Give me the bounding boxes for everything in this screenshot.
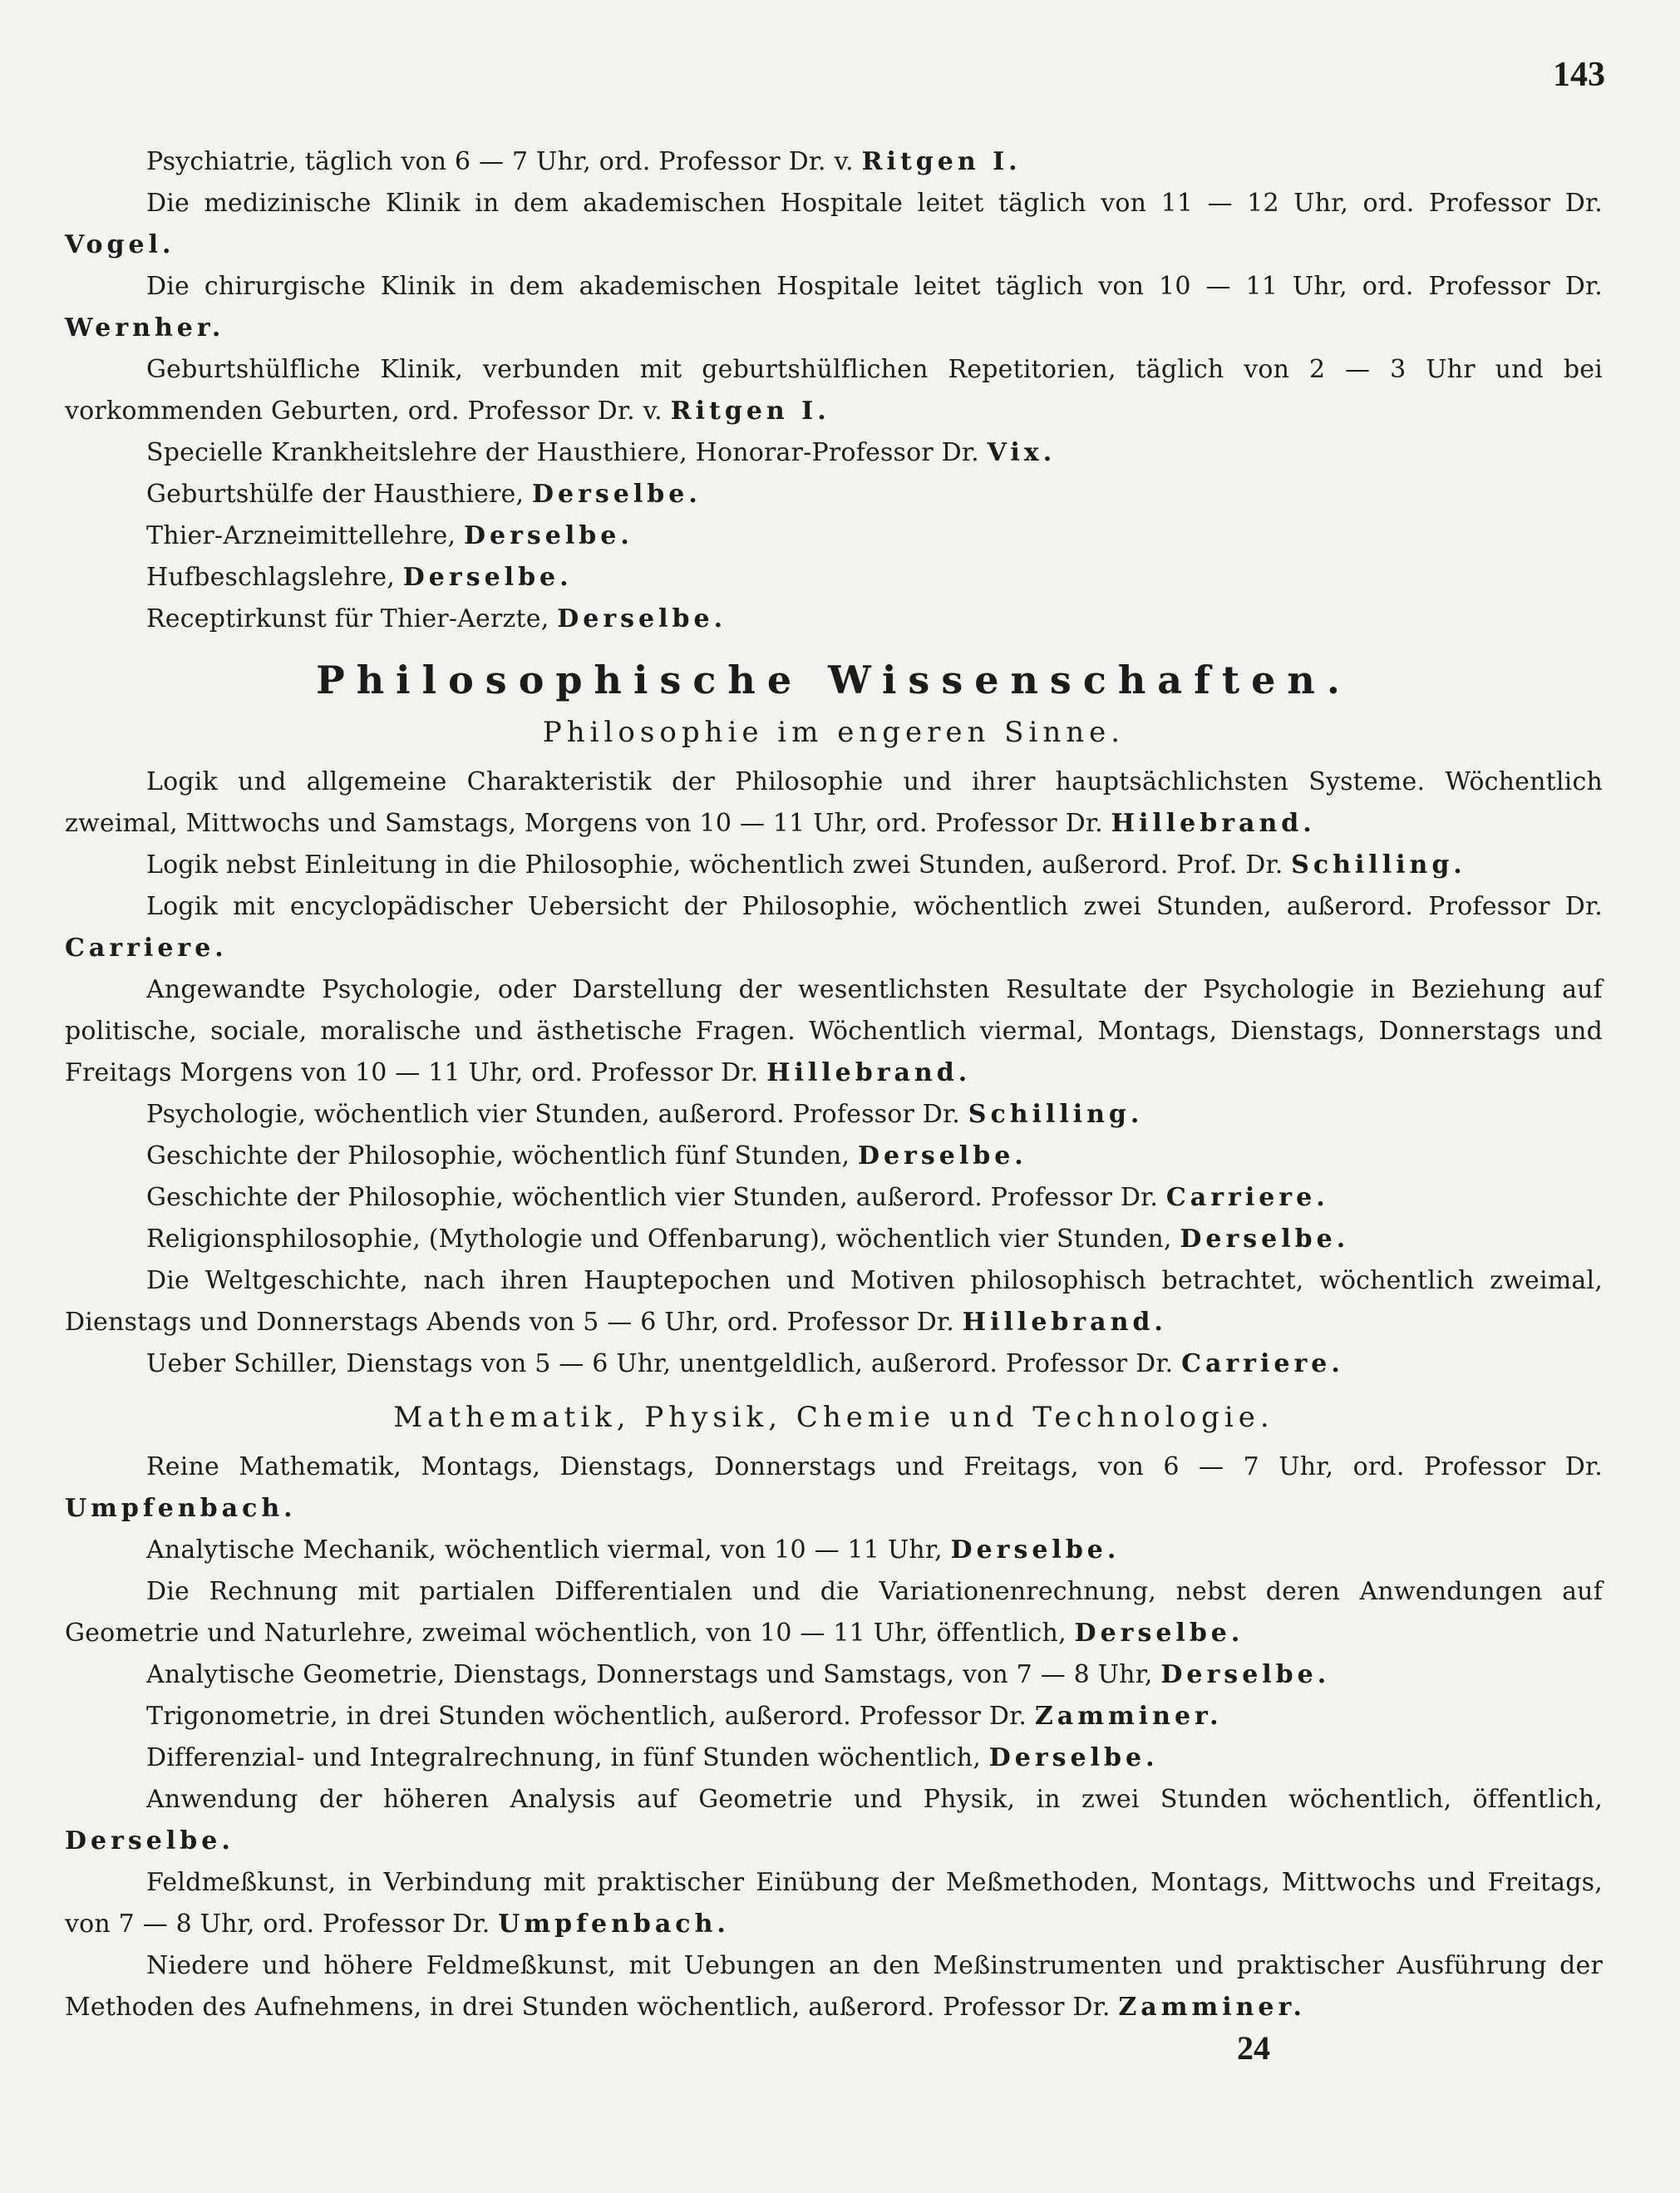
course-entry: Logik und allgemeine Charakteristik der Philosophie und ihrer hauptsächlichsten Systeme. Wöchentlich zweimal, Mittwochs und Samstags, Morgens von 10 — 11 Uhr, ord. Professor Dr. Hillebrand.: [65, 767, 1603, 838]
course-entry: Thier-Arzneimittellehre, Derselbe.: [146, 521, 633, 550]
course-entry: Analytische Mechanik, wöchentlich viermal, von 10 — 11 Uhr, Derselbe.: [146, 1535, 1121, 1565]
course-entry: Anwendung der höheren Analysis auf Geometrie und Physik, in zwei Stunden wöchentlich, öffentlich, Derselbe.: [65, 1785, 1603, 1855]
course-entry: Psychologie, wöchentlich vier Stunden, außerord. Professor Dr. Schilling.: [146, 1100, 1144, 1129]
course-entry: Psychiatrie, täglich von 6 — 7 Uhr, ord. Professor Dr. v. Ritgen I.: [146, 147, 1022, 176]
course-entry: Logik nebst Einleitung in die Philosophie, wöchentlich zwei Stunden, außerord. Prof. Dr. Schilling.: [146, 850, 1466, 880]
course-entry: Reine Mathematik, Montags, Dienstags, Donnerstags und Freitags, von 6 — 7 Uhr, ord. Professor Dr. Umpfenbach.: [65, 1452, 1603, 1523]
section-title: Philosophische Wissenschaften.: [316, 658, 1352, 702]
signature-mark: 24: [1237, 2029, 1270, 2067]
course-entry: Angewandte Psychologie, oder Darstellung der wesentlichsten Resultate der Psychologie in Beziehung auf politische, sociale, moralische und ästhetische Fragen. Wöchentlich viermal, Montags, Dienstags, Donnerstags und Freitags Morgens von 10 — 11 Uhr, ord. Professor Dr. Hillebrand.: [65, 975, 1603, 1087]
course-entry: Analytische Geometrie, Dienstags, Donnerstags und Samstags, von 7 — 8 Uhr, Derselbe.: [146, 1660, 1331, 1689]
course-entry: Die Rechnung mit partialen Differentialen und die Variationenrechnung, nebst deren Anwendungen auf Geometrie und Naturlehre, zweimal wöchentlich, von 10 — 11 Uhr, öffentlich, Derselbe.: [65, 1577, 1603, 1648]
page-number: 143: [1553, 56, 1605, 94]
subsection-title-philosophy: Philosophie im engeren Sinne.: [542, 716, 1126, 749]
philosophy-list: [65, 761, 1603, 1385]
course-entry: Geschichte der Philosophie, wöchentlich fünf Stunden, Derselbe.: [146, 1141, 1027, 1170]
course-entry: Receptirkunst für Thier-Aerzte, Derselbe.: [146, 604, 727, 633]
course-entry: Niedere und höhere Feldmeßkunst, mit Uebungen an den Meßinstrumenten und praktischer Ausführung der Methoden des Aufnehmens, in drei Stunden wöchentlich, außerord. Professor Dr. Zamminer.: [65, 1951, 1603, 2022]
course-entry: Geburtshülfliche Klinik, verbunden mit geburtshülflichen Repetitorien, täglich von 2 — 3 Uhr und bei vorkommenden Geburten, ord. Professor Dr. v. Ritgen I.: [65, 355, 1603, 426]
course-entry: Religionsphilosophie, (Mythologie und Offenbarung), wöchentlich vier Stunden, Derselbe.: [146, 1225, 1350, 1254]
course-entry: Die chirurgische Klinik in dem akademischen Hospitale leitet täglich von 10 — 11 Uhr, ord. Professor Dr. Wernher.: [65, 272, 1603, 343]
page-content: [65, 141, 1603, 2028]
course-entry: Feldmeßkunst, in Verbindung mit praktischer Einübung der Meßmethoden, Montags, Mittwochs und Freitags, von 7 — 8 Uhr, ord. Professor Dr. Umpfenbach.: [65, 1868, 1603, 1939]
course-entry: Hufbeschlagslehre, Derselbe.: [146, 563, 573, 592]
medicine-continued-list: [65, 141, 1603, 640]
course-entry: Differenzial- und Integralrechnung, in fünf Stunden wöchentlich, Derselbe.: [146, 1743, 1159, 1772]
course-entry: Ueber Schiller, Dienstags von 5 — 6 Uhr, unentgeldlich, außerord. Professor Dr. Carriere.: [146, 1349, 1344, 1378]
subsection-title-mathematics: Mathematik, Physik, Chemie und Technologie.: [393, 1401, 1274, 1434]
course-entry: Trigonometrie, in drei Stunden wöchentlich, außerord. Professor Dr. Zamminer.: [146, 1702, 1223, 1731]
course-entry: Die Weltgeschichte, nach ihren Hauptepochen und Motiven philosophisch betrachtet, wöchentlich zweimal, Dienstags und Donnerstags Abends von 5 — 6 Uhr, ord. Professor Dr. Hillebrand.: [65, 1266, 1603, 1337]
course-entry: Geschichte der Philosophie, wöchentlich vier Stunden, außerord. Professor Dr. Carriere.: [146, 1183, 1329, 1212]
course-entry: Geburtshülfe der Hausthiere, Derselbe.: [146, 480, 702, 509]
course-entry: Specielle Krankheitslehre der Hausthiere, Honorar-Professor Dr. Vix.: [146, 438, 1057, 467]
mathematics-list: [65, 1446, 1603, 2028]
course-entry: Die medizinische Klinik in dem akademischen Hospitale leitet täglich von 11 — 12 Uhr, ord. Professor Dr. Vogel.: [65, 189, 1603, 259]
course-entry: Logik mit encyclopädischer Uebersicht der Philosophie, wöchentlich zwei Stunden, außerord. Professor Dr. Carriere.: [65, 892, 1603, 963]
